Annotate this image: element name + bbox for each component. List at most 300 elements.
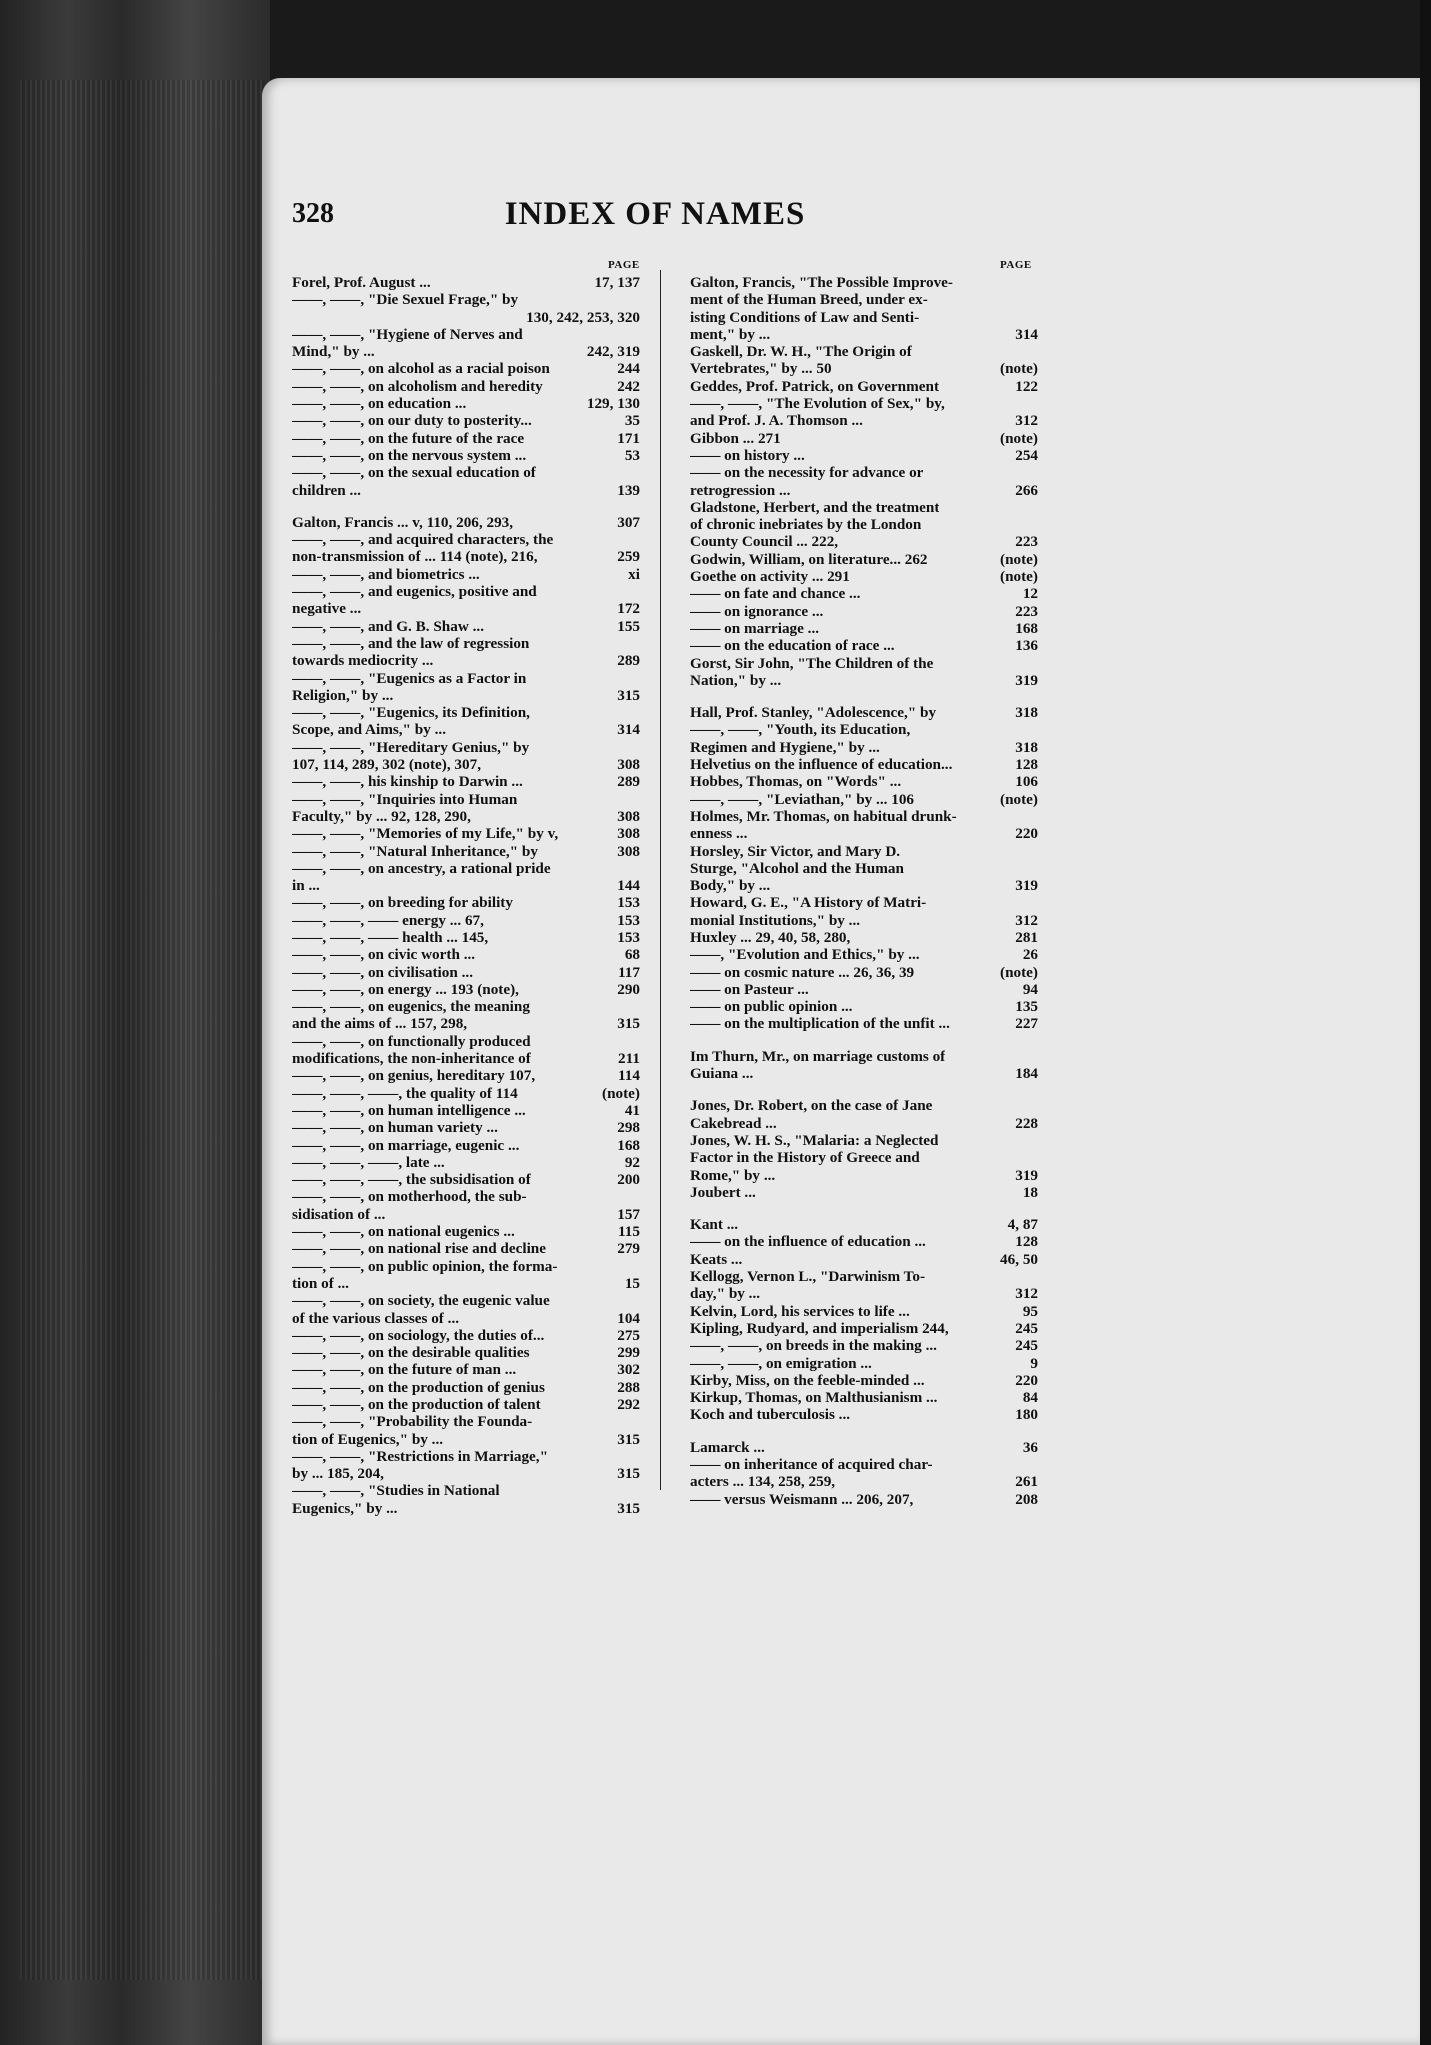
entry-text: —— on history ... xyxy=(690,446,805,464)
entry-pages: 35 xyxy=(624,412,640,430)
index-entry xyxy=(690,791,1038,808)
entry-pages: 220 xyxy=(1015,1371,1038,1389)
entry-text: ——, ——, his kinship to Darwin ... xyxy=(292,773,523,791)
entry-pages: 242 xyxy=(617,377,640,395)
entry-pages: 172 xyxy=(617,600,640,618)
entry-pages: 308 xyxy=(617,842,640,860)
index-entry xyxy=(690,378,1038,395)
entry-text: ——, ——, —— energy ... 67, xyxy=(292,911,484,929)
entry-pages: 228 xyxy=(1015,1114,1038,1132)
entry-pages: 9 xyxy=(1030,1354,1038,1372)
entry-pages xyxy=(1032,499,1038,516)
index-entry xyxy=(292,274,640,291)
entry-pages: 17, 137 xyxy=(594,274,640,291)
entry-pages: 244 xyxy=(617,360,640,378)
entry-text: ——, ——, on civilisation ... xyxy=(292,963,473,981)
entry-text: Joubert ... xyxy=(690,1183,756,1201)
entry-pages: 315 xyxy=(617,1465,640,1483)
entry-pages: 289 xyxy=(617,773,640,791)
index-entry xyxy=(292,618,640,635)
entry-pages: 307 xyxy=(617,513,640,531)
entry-text: ——, ——, "Natural Inheritance," by xyxy=(292,842,538,860)
entry-pages: 184 xyxy=(1015,1065,1038,1083)
right-page-label: PAGE xyxy=(1000,259,1032,271)
entry-pages: 220 xyxy=(1015,825,1038,843)
entry-pages: 130, 242, 253, 320 xyxy=(526,308,640,326)
entry-text: ——, ——, on the production of talent xyxy=(292,1396,541,1413)
entry-text: —— on the education of race ... xyxy=(690,637,895,655)
entry-pages xyxy=(634,1033,640,1050)
entry-pages: 153 xyxy=(617,894,640,912)
entry-text: Keats ... xyxy=(690,1250,743,1268)
index-entry xyxy=(292,1223,640,1240)
index-entry xyxy=(292,1240,640,1257)
index-entry xyxy=(690,464,1038,481)
entry-text: ——, ——, on the nervous system ... xyxy=(292,446,527,464)
index-entry xyxy=(292,1188,640,1205)
index-entry xyxy=(292,360,640,377)
index-entry xyxy=(690,704,1038,721)
entry-pages xyxy=(1032,1456,1038,1473)
index-entry xyxy=(690,981,1038,998)
entry-text: towards mediocrity ... xyxy=(292,652,434,670)
entry-text: Cakebread ... xyxy=(690,1114,777,1132)
entry-text: enness ... xyxy=(690,825,748,843)
index-entry xyxy=(690,998,1038,1015)
entry-pages: 261 xyxy=(1015,1473,1038,1491)
index-entry xyxy=(292,981,640,998)
entry-text: ——, ——, on national rise and decline xyxy=(292,1240,546,1258)
entry-text: —— on cosmic nature ... 26, 36, 39 xyxy=(690,963,915,981)
index-entry xyxy=(292,912,640,929)
entry-pages: 281 xyxy=(1015,928,1038,946)
index-entry xyxy=(690,1184,1038,1201)
index-entry xyxy=(690,1406,1038,1423)
entry-text: —— on fate and chance ... xyxy=(690,585,861,603)
entry-text: ——, ——, on emigration ... xyxy=(690,1354,872,1372)
index-entry xyxy=(690,343,1038,360)
entry-pages xyxy=(634,531,640,548)
entry-pages: 128 xyxy=(1015,756,1038,774)
entry-text: ——, ——, "Leviathan," by ... 106 xyxy=(690,790,915,808)
index-entry xyxy=(292,894,640,911)
index-entry xyxy=(690,843,1038,860)
entry-text: ——, ——, "The Evolution of Sex," by, xyxy=(690,395,945,413)
entry-pages: 139 xyxy=(617,481,640,499)
entry-pages: 227 xyxy=(1015,1015,1038,1033)
index-entry xyxy=(292,1413,640,1430)
index-entry xyxy=(292,1396,640,1413)
entry-pages: 208 xyxy=(1015,1490,1038,1508)
entry-text: ——, ——, on public opinion, the forma- xyxy=(292,1257,558,1275)
index-entry xyxy=(690,430,1038,447)
entry-text: Jones, Dr. Robert, on the case of Jane xyxy=(690,1097,933,1115)
entry-text: Horsley, Sir Victor, and Mary D. xyxy=(690,842,901,860)
entry-pages xyxy=(634,1448,640,1465)
entry-text: ——, ——, on alcohol as a racial poison xyxy=(292,360,550,378)
index-entry xyxy=(292,1137,640,1154)
entry-text: —— versus Weismann ... 206, 207, xyxy=(690,1490,914,1508)
index-entry xyxy=(292,1102,640,1119)
entry-text: ——, ——, "Inquiries into Human xyxy=(292,790,518,808)
entry-pages: 153 xyxy=(617,911,640,929)
entry-text: ——, ——, ——, the quality of 114 xyxy=(292,1084,518,1102)
index-entry xyxy=(292,1344,640,1361)
right-index-column xyxy=(690,274,1038,1508)
entry-text: Forel, Prof. August ... xyxy=(292,274,431,291)
index-entry xyxy=(690,1303,1038,1320)
entry-text: ——, ——, "Die Sexuel Frage," by xyxy=(292,291,519,309)
entry-pages: 312 xyxy=(1015,1285,1038,1303)
entry-text: ——, ——, "Youth, its Education, xyxy=(690,721,911,739)
entry-text: Guiana ... xyxy=(690,1065,754,1083)
entry-pages: 18 xyxy=(1022,1183,1038,1201)
entry-text: Kipling, Rudyard, and imperialism 244, xyxy=(690,1319,949,1337)
index-entry xyxy=(292,964,640,981)
entry-pages: 53 xyxy=(624,446,640,464)
entry-text: ——, ——, on the future of the race xyxy=(292,429,525,447)
index-entry xyxy=(292,1258,640,1275)
index-entry xyxy=(292,566,640,583)
entry-text: monial Institutions," by ... xyxy=(690,911,861,929)
entry-text: ——, ——, on marriage, eugenic ... xyxy=(292,1136,520,1154)
entry-pages xyxy=(634,670,640,687)
entry-text: Galton, Francis ... v, 110, 206, 293, xyxy=(292,513,514,531)
entry-pages xyxy=(1032,1149,1038,1166)
entry-pages: 245 xyxy=(1015,1319,1038,1337)
index-entry xyxy=(690,291,1038,308)
entry-text: day," by ... xyxy=(690,1285,761,1303)
index-entry xyxy=(292,756,640,773)
entry-text: Mind," by ... xyxy=(292,343,375,361)
index-entry xyxy=(690,1216,1038,1233)
entry-pages: 245 xyxy=(1015,1337,1038,1355)
entry-pages: 122 xyxy=(1015,377,1038,395)
index-entry xyxy=(292,1154,640,1171)
entry-text: ——, ——, and the law of regression xyxy=(292,634,530,652)
entry-pages xyxy=(1032,309,1038,326)
entry-text: Kelvin, Lord, his services to life ... xyxy=(690,1302,910,1320)
entry-text: ——, ——, on motherhood, the sub- xyxy=(292,1188,527,1206)
entry-text: 107, 114, 289, 302 (note), 307, xyxy=(292,756,481,774)
entry-text: children ... xyxy=(292,481,361,499)
entry-text: ——, ——, ——, the subsidisation of xyxy=(292,1171,531,1189)
entry-text: Gaskell, Dr. W. H., "The Origin of xyxy=(690,343,912,361)
entry-text: ——, ——, —— health ... 145, xyxy=(292,928,489,946)
index-entry xyxy=(292,670,640,687)
entry-pages: 115 xyxy=(618,1223,640,1241)
index-entry xyxy=(690,756,1038,773)
page-stack-edge xyxy=(20,80,265,1980)
entry-text: ——, ——, and G. B. Shaw ... xyxy=(292,617,484,635)
index-entry xyxy=(690,1439,1038,1456)
entry-pages: 95 xyxy=(1022,1302,1038,1320)
entry-pages: 4, 87 xyxy=(1007,1216,1038,1234)
index-entry xyxy=(292,482,640,499)
entry-text: in ... xyxy=(292,877,320,895)
entry-pages: 308 xyxy=(617,807,640,825)
entry-pages: (note) xyxy=(1000,568,1038,586)
entry-pages: 94 xyxy=(1022,980,1038,998)
index-entry xyxy=(292,1206,640,1223)
entry-text: Kant ... xyxy=(690,1216,739,1234)
index-entry xyxy=(690,1285,1038,1302)
entry-pages: 315 xyxy=(617,1430,640,1448)
entry-pages xyxy=(634,1482,640,1499)
index-entry xyxy=(292,1465,640,1482)
entry-pages xyxy=(1032,516,1038,533)
entry-pages xyxy=(1032,1048,1038,1065)
index-entry xyxy=(292,291,640,308)
entry-text: Geddes, Prof. Patrick, on Government xyxy=(690,377,940,395)
entry-text: Im Thurn, Mr., on marriage customs of xyxy=(690,1047,946,1065)
index-entry xyxy=(690,964,1038,981)
entry-text: ——, ——, on breeds in the making ... xyxy=(690,1337,937,1355)
left-page-label: PAGE xyxy=(608,259,640,271)
index-entry xyxy=(690,773,1038,790)
index-entry xyxy=(292,843,640,860)
entry-pages xyxy=(1032,1268,1038,1285)
index-entry xyxy=(292,860,640,877)
entry-text: isting Conditions of Law and Senti- xyxy=(690,308,920,326)
entry-text: retrogression ... xyxy=(690,481,791,499)
index-entry xyxy=(292,1310,640,1327)
entry-text: ——, ——, and acquired characters, the xyxy=(292,531,554,549)
index-entry xyxy=(690,585,1038,602)
entry-text: tion of ... xyxy=(292,1274,349,1292)
entry-text: Regimen and Hygiene," by ... xyxy=(690,738,880,756)
entry-text: Sturge, "Alcohol and the Human xyxy=(690,859,904,877)
entry-text: Howard, G. E., "A History of Matri- xyxy=(690,894,927,912)
index-entry xyxy=(292,825,640,842)
entry-pages: 315 xyxy=(617,686,640,704)
entry-text: Kellogg, Vernon L., "Darwinism To- xyxy=(690,1268,926,1286)
entry-text: Hobbes, Thomas, on "Words" ... xyxy=(690,773,902,791)
entry-text: ——, ——, on human variety ... xyxy=(292,1119,498,1137)
entry-pages: 12 xyxy=(1022,585,1038,603)
entry-pages: 302 xyxy=(617,1361,640,1379)
entry-text: ——, ——, "Hygiene of Nerves and xyxy=(292,325,523,343)
entry-text: Koch and tuberculosis ... xyxy=(690,1406,851,1424)
index-entry xyxy=(292,1448,640,1465)
entry-text: and Prof. J. A. Thomson ... xyxy=(690,412,863,430)
entry-text: by ... 185, 204, xyxy=(292,1465,384,1483)
entry-pages: 319 xyxy=(1015,877,1038,895)
entry-text: ment of the Human Breed, under ex- xyxy=(690,291,928,309)
index-entry xyxy=(690,1320,1038,1337)
index-entry xyxy=(690,1389,1038,1406)
index-entry xyxy=(690,551,1038,568)
entry-pages: 153 xyxy=(617,928,640,946)
entry-text: ——, ——, on our duty to posterity... xyxy=(292,412,532,430)
entry-pages xyxy=(1032,464,1038,481)
index-entry xyxy=(292,531,640,548)
index-entry xyxy=(292,1361,640,1378)
entry-pages: 129, 130 xyxy=(586,395,640,413)
entry-pages xyxy=(634,739,640,756)
right-border xyxy=(1420,0,1431,2045)
entry-pages xyxy=(634,998,640,1015)
entry-pages: (note) xyxy=(1000,429,1038,447)
index-entry xyxy=(292,1171,640,1188)
entry-pages: 135 xyxy=(1015,998,1038,1016)
index-entry xyxy=(292,1431,640,1448)
entry-pages: 289 xyxy=(617,652,640,670)
entry-text: —— on the multiplication of the unfit ... xyxy=(690,1015,950,1033)
index-entry xyxy=(292,1379,640,1396)
entry-text: negative ... xyxy=(292,600,362,618)
entry-pages: 299 xyxy=(617,1344,640,1362)
entry-text: non-transmission of ... 114 (note), 216, xyxy=(292,548,538,566)
index-entry xyxy=(292,773,640,790)
index-entry xyxy=(292,1327,640,1344)
index-entry xyxy=(292,929,640,946)
entry-text: and the aims of ... 157, 298, xyxy=(292,1015,468,1033)
entry-pages: 157 xyxy=(617,1205,640,1223)
entry-text: ——, ——, on national eugenics ... xyxy=(292,1223,515,1241)
index-entry xyxy=(292,1015,640,1032)
entry-pages: 266 xyxy=(1015,481,1038,499)
entry-text: Gorst, Sir John, "The Children of the xyxy=(690,654,934,672)
index-entry xyxy=(292,514,640,531)
entry-text: Huxley ... 29, 40, 58, 280, xyxy=(690,928,851,946)
entry-text: —— on Pasteur ... xyxy=(690,980,809,998)
index-entry xyxy=(292,721,640,738)
index-entry xyxy=(690,1473,1038,1490)
entry-pages: 314 xyxy=(617,721,640,739)
entry-pages: 155 xyxy=(617,617,640,635)
entry-pages xyxy=(634,1258,640,1275)
entry-pages: 290 xyxy=(617,980,640,998)
index-entry xyxy=(292,1085,640,1102)
entry-text: ——, ——, "Probability the Founda- xyxy=(292,1413,533,1431)
entry-text: Godwin, William, on literature... 262 xyxy=(690,550,928,568)
index-entry xyxy=(690,929,1038,946)
index-entry xyxy=(690,603,1038,620)
entry-text: ——, ——, on ancestry, a rational pride xyxy=(292,859,551,877)
index-entry xyxy=(690,1097,1038,1114)
entry-text: Religion," by ... xyxy=(292,686,394,704)
index-entry xyxy=(292,326,640,343)
index-entry xyxy=(292,1482,640,1499)
index-entry xyxy=(292,583,640,600)
index-entry xyxy=(690,1132,1038,1149)
entry-text: ——, ——, on eugenics, the meaning xyxy=(292,998,530,1016)
page-number: 328 xyxy=(292,198,334,229)
entry-pages: 128 xyxy=(1015,1233,1038,1251)
index-entry xyxy=(690,1233,1038,1250)
entry-text: —— on ignorance ... xyxy=(690,602,824,620)
entry-text: ——, ——, on the production of genius xyxy=(292,1378,545,1396)
entry-pages: 275 xyxy=(617,1326,640,1344)
entry-text: Kirby, Miss, on the feeble-minded ... xyxy=(690,1371,925,1389)
entry-pages: 36 xyxy=(1022,1438,1038,1456)
entry-pages: 292 xyxy=(617,1396,640,1413)
entry-pages: 319 xyxy=(1015,671,1038,689)
entry-pages xyxy=(1032,1097,1038,1114)
entry-pages: 288 xyxy=(617,1378,640,1396)
entry-text: Nation," by ... xyxy=(690,671,782,689)
entry-text: of the various classes of ... xyxy=(292,1309,460,1327)
entry-text: ——, ——, on human intelligence ... xyxy=(292,1101,526,1119)
entry-text: ——, ——, and biometrics ... xyxy=(292,565,480,583)
entry-text: Kirkup, Thomas, on Malthusianism ... xyxy=(690,1389,938,1407)
entry-pages: 319 xyxy=(1015,1166,1038,1184)
entry-text: ——, ——, and eugenics, positive and xyxy=(292,583,537,601)
entry-pages: 279 xyxy=(617,1240,640,1258)
entry-pages: 92 xyxy=(624,1153,640,1171)
index-entry xyxy=(690,533,1038,550)
entry-pages xyxy=(1032,894,1038,911)
index-entry xyxy=(690,672,1038,689)
entry-text: modifications, the non-inheritance of xyxy=(292,1050,531,1068)
entry-pages: 46, 50 xyxy=(1000,1250,1038,1268)
entry-text: Holmes, Mr. Thomas, on habitual drunk- xyxy=(690,807,957,825)
index-entry xyxy=(690,274,1038,291)
index-entry xyxy=(690,482,1038,499)
entry-text: ——, ——, on alcoholism and heredity xyxy=(292,377,543,395)
entry-pages: 223 xyxy=(1015,533,1038,551)
index-entry xyxy=(292,1033,640,1050)
entry-pages: (note) xyxy=(1000,550,1038,568)
entry-text: tion of Eugenics," by ... xyxy=(292,1430,444,1448)
entry-pages: xi xyxy=(628,565,640,583)
index-entry xyxy=(690,499,1038,516)
index-entry xyxy=(292,1292,640,1309)
entry-text: —— on public opinion ... xyxy=(690,998,853,1016)
index-entry xyxy=(292,687,640,704)
index-entry xyxy=(690,946,1038,963)
index-entry xyxy=(690,721,1038,738)
entry-text: ——, ——, "Restrictions in Marriage," xyxy=(292,1447,549,1465)
entry-text: Jones, W. H. S., "Malaria: a Neglected xyxy=(690,1131,939,1149)
entry-pages: 171 xyxy=(617,429,640,447)
entry-pages xyxy=(1032,860,1038,877)
entry-pages: 180 xyxy=(1015,1406,1038,1424)
index-entry xyxy=(292,998,640,1015)
entry-text: ——, ——, "Memories of my Life," by v, xyxy=(292,825,559,843)
entry-pages xyxy=(1032,274,1038,291)
entry-pages xyxy=(634,583,640,600)
index-entry xyxy=(292,378,640,395)
index-entry xyxy=(690,1456,1038,1473)
index-entry xyxy=(292,877,640,894)
entry-pages: 223 xyxy=(1015,602,1038,620)
entry-text: ——, ——, "Hereditary Genius," by xyxy=(292,738,530,756)
index-entry xyxy=(690,1491,1038,1508)
entry-text: ——, ——, "Eugenics as a Factor in xyxy=(292,669,527,687)
entry-text: ——, ——, on the desirable qualities xyxy=(292,1344,530,1362)
entry-pages: 312 xyxy=(1015,911,1038,929)
index-entry xyxy=(690,637,1038,654)
index-entry xyxy=(292,1050,640,1067)
entry-pages: 315 xyxy=(617,1499,640,1517)
entry-pages: 114 xyxy=(618,1067,640,1085)
entry-pages: 315 xyxy=(617,1015,640,1033)
entry-pages: 136 xyxy=(1015,637,1038,655)
entry-text: Lamarck ... xyxy=(690,1438,765,1456)
entry-text: ——, ——, ——, late ... xyxy=(292,1153,445,1171)
index-entry xyxy=(292,1119,640,1136)
index-entry xyxy=(690,1115,1038,1132)
index-entry xyxy=(690,825,1038,842)
index-entry xyxy=(292,704,640,721)
entry-pages xyxy=(1032,343,1038,360)
index-entry xyxy=(690,516,1038,533)
entry-pages: 144 xyxy=(617,877,640,895)
index-entry xyxy=(690,568,1038,585)
index-entry xyxy=(292,1500,640,1517)
